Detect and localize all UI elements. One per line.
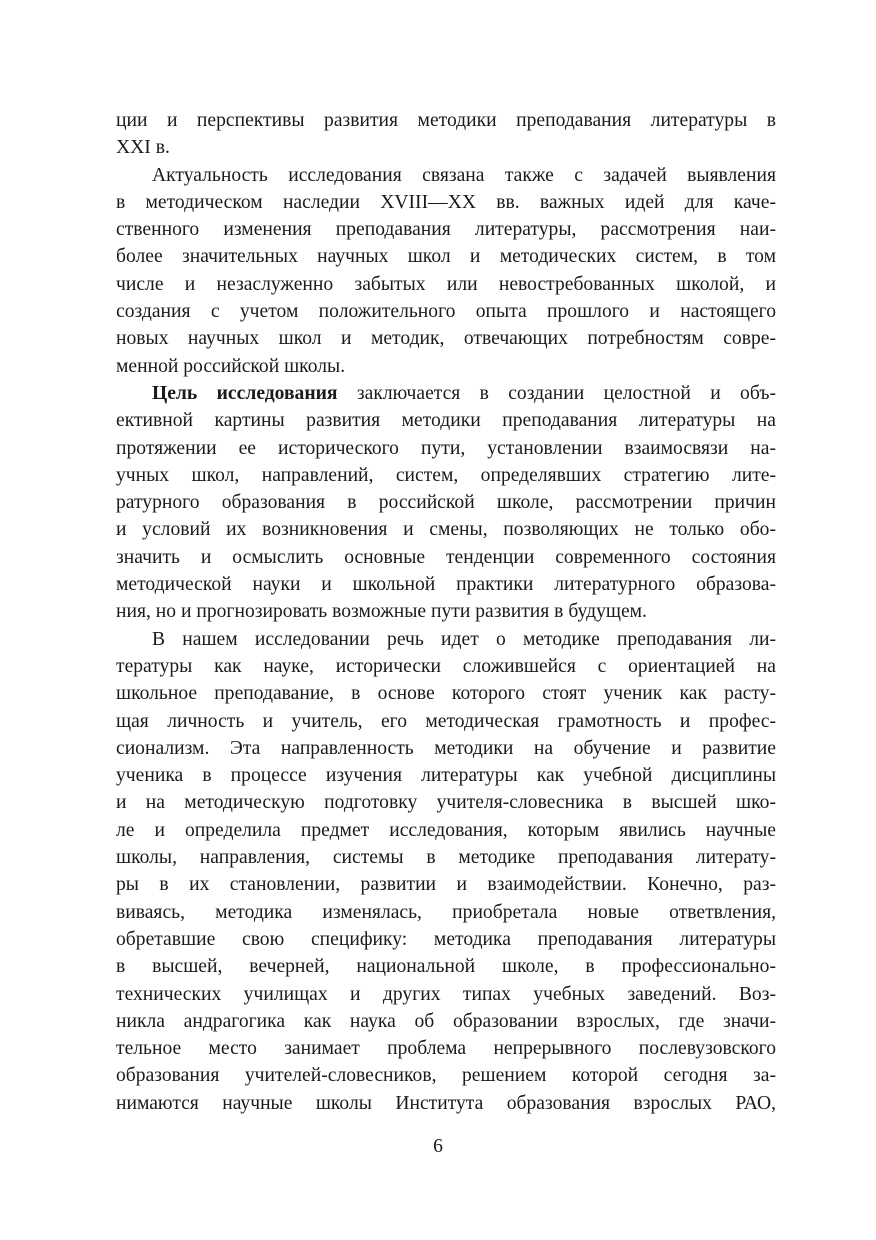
text-line: образования учителей-словесников, решением которой сегодня за-	[116, 1065, 776, 1087]
text-line: тературы как науке, исторически сложившейся с ориентацией на	[116, 655, 776, 677]
text-line: виваясь, методика изменялась, приобретала новые ответвления,	[116, 901, 776, 923]
text-line: ратурного образования в российской школе, рассмотрении причин	[116, 492, 776, 514]
text-line: в высшей, вечерней, национальной школе, в профессионально-	[116, 956, 776, 978]
text-line: ле и определила предмет исследования, которым явились научные	[116, 819, 776, 841]
text-line: технических училищах и других типах учебных заведений. Воз-	[116, 983, 776, 1005]
page-number: 6	[433, 1136, 443, 1157]
text-line: школьное преподавание, в основе которого стоят ученик как расту-	[116, 683, 776, 705]
text-line: учных школ, направлений, систем, определявших стратегию лите-	[116, 464, 776, 486]
paragraph-4	[116, 626, 776, 1117]
text-line: ективной картины развития методики преподавания литературы на	[116, 410, 776, 432]
text-line: тельное место занимает проблема непрерывного послевузовского	[116, 1038, 776, 1060]
text-line: числе и незаслуженно забытых или невостребованных школой, и	[116, 273, 776, 295]
text-line: щая личность и учитель, его методическая грамотность и профес-	[116, 710, 776, 732]
text-line: Актуальность исследования связана также с задачей выявления	[152, 164, 776, 186]
text-line: ния, но и прогнозировать возможные пути развития в будущем.	[116, 601, 647, 623]
text-line: в методическом наследии XVIII—XX вв. важных идей для каче-	[116, 191, 776, 213]
paragraph-3	[116, 380, 776, 626]
text-line: XXI в.	[116, 137, 170, 159]
text-line: протяжении ее исторического пути, установлении взаимосвязи на-	[116, 437, 776, 459]
text-line: значить и осмыслить основные тенденции современного состояния	[116, 546, 776, 568]
text-fragment: заключается в создании целостной и объ-	[337, 382, 776, 404]
text-line: нимаются научные школы Института образования взрослых РАО,	[116, 1092, 776, 1114]
paragraph-1	[116, 107, 776, 162]
text-line: ученика в процессе изучения литературы как учебной дисциплины	[116, 765, 776, 787]
body-text	[116, 107, 776, 1117]
text-line: обретавшие свою специфику: методика преподавания литературы	[116, 928, 776, 950]
bold-heading-phrase: Цель исследования	[152, 382, 338, 404]
text-line: сионализм. Эта направленность методики на обучение и развитие	[116, 737, 776, 759]
text-line: никла андрагогика как наука об образовании взрослых, где значи-	[116, 1010, 776, 1032]
text-line: В нашем исследовании речь идет о методике преподавания ли-	[152, 628, 776, 650]
text-line: ры в их становлении, развитии и взаимодействии. Конечно, раз-	[116, 874, 776, 896]
text-line: и на методическую подготовку учителя-словесника в высшей шко-	[116, 792, 776, 814]
text-line: школы, направления, системы в методике преподавания литерату-	[116, 847, 776, 869]
text-line: создания с учетом положительного опыта прошлого и настоящего	[116, 301, 776, 323]
text-line: менной российской школы.	[116, 355, 346, 377]
text-line: ственного изменения преподавания литературы, рассмотрения наи-	[116, 219, 776, 241]
text-line: и условий их возникновения и смены, позволяющих не только обо-	[116, 519, 776, 541]
paragraph-2	[116, 162, 776, 380]
text-line: ции и перспективы развития методики преподавания литературы в	[116, 110, 776, 131]
text-line	[116, 380, 776, 407]
text-line: новых научных школ и методик, отвечающих потребностям совре-	[116, 328, 776, 350]
text-line: методической науки и школьной практики литературного образова-	[116, 574, 776, 596]
text-line: более значительных научных школ и методических систем, в том	[116, 246, 776, 268]
